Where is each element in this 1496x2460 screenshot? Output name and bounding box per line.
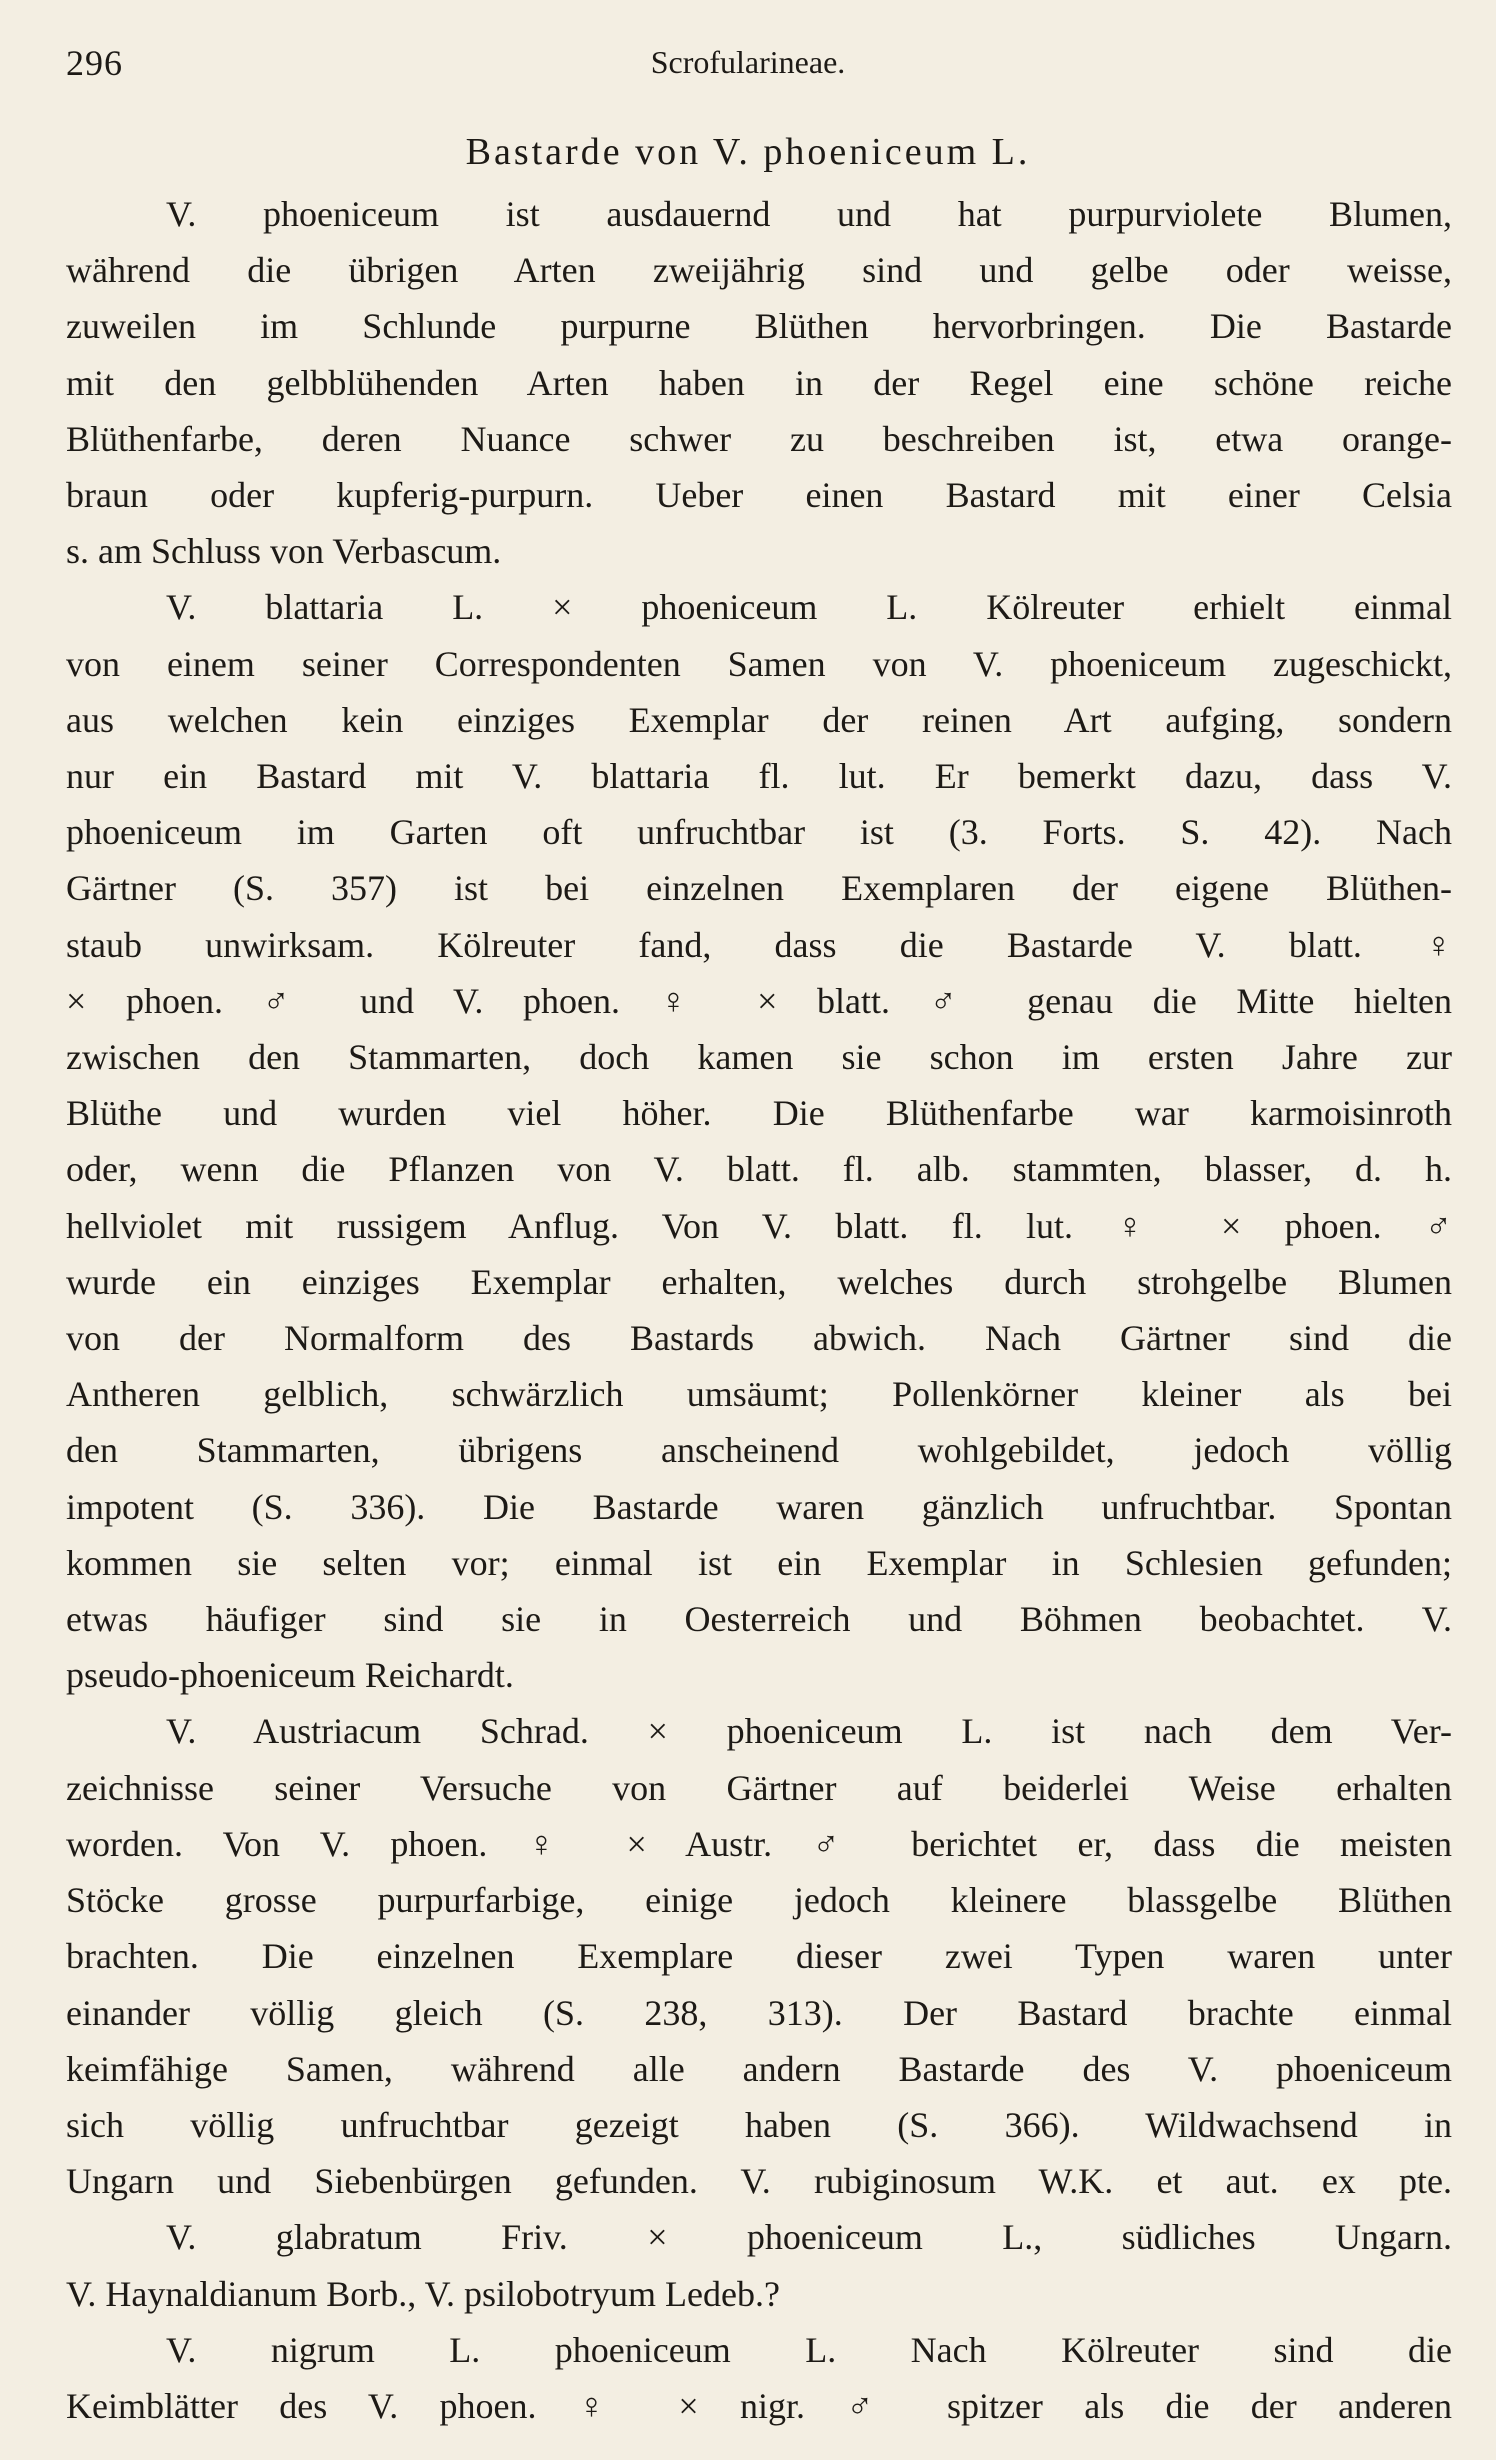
text-line: den Stammarten, übrigens anscheinend wohlgebildet, jedoch völlig bbox=[66, 1430, 1452, 1471]
text-line: Ungarn und Siebenbürgen gefunden. V. rubiginosum W.K. et aut. ex pte. bbox=[66, 2161, 1452, 2202]
text-line: phoeniceum im Garten oft unfruchtbar ist (3. Forts. S. 42). Nach bbox=[66, 812, 1452, 853]
text-line: hellviolet mit russigem Anflug. Von V. blatt. fl. lut. ♀ × phoen. ♂ bbox=[66, 1205, 1452, 1246]
text-line: sich völlig unfruchtbar gezeigt haben (S. 366). Wildwachsend in bbox=[66, 2104, 1452, 2145]
text-line: oder, wenn die Pflanzen von V. blatt. fl. alb. stammten, blasser, d. h. bbox=[66, 1149, 1452, 1190]
text-line: V. glabratum Friv. × phoeniceum L., südliches Ungarn. bbox=[166, 2217, 1452, 2258]
text-line: impotent (S. 336). Die Bastarde waren gänzlich unfruchtbar. Spontan bbox=[66, 1486, 1452, 1527]
text-line: Gärtner (S. 357) ist bei einzelnen Exemplaren der eigene Blüthen- bbox=[66, 868, 1452, 909]
text-line: brachten. Die einzelnen Exemplare dieser zwei Typen waren unter bbox=[66, 1936, 1452, 1977]
text-line: Blüthenfarbe, deren Nuance schwer zu beschreiben ist, etwa orange- bbox=[66, 418, 1452, 459]
text-line: V. Austriacum Schrad. × phoeniceum L. ist nach dem Ver- bbox=[166, 1711, 1452, 1752]
text-line: zwischen den Stammarten, doch kamen sie schon im ersten Jahre zur bbox=[66, 1037, 1452, 1078]
text-line: worden. Von V. phoen. ♀ × Austr. ♂ berichtet er, dass die meisten bbox=[66, 1823, 1452, 1864]
text-line: von der Normalform des Bastards abwich. Nach Gärtner sind die bbox=[66, 1318, 1452, 1359]
text-line: s. am Schluss von Verbascum. bbox=[66, 531, 502, 572]
section-title: Bastarde von V. phoeniceum L. bbox=[465, 131, 1031, 173]
text-line: aus welchen kein einziges Exemplar der reinen Art aufging, sondern bbox=[66, 699, 1452, 740]
text-line: nur ein Bastard mit V. blattaria fl. lut. Er bemerkt dazu, dass V. bbox=[66, 756, 1452, 797]
body-text bbox=[66, 186, 1452, 2434]
text-line: V. phoeniceum ist ausdauernd und hat purpurviolete Blumen, bbox=[166, 194, 1452, 234]
text-line: V. Haynaldianum Borb., V. psilobotryum Ledeb.? bbox=[66, 2273, 780, 2314]
text-line: kommen sie selten vor; einmal ist ein Exemplar in Schlesien gefunden; bbox=[66, 1542, 1452, 1583]
text-line: von einem seiner Correspondenten Samen von V. phoeniceum zugeschickt, bbox=[66, 643, 1452, 684]
text-line: braun oder kupferig-purpurn. Ueber einen Bastard mit einer Celsia bbox=[66, 475, 1452, 516]
page-number: 296 bbox=[66, 43, 123, 83]
text-line: zuweilen im Schlunde purpurne Blüthen hervorbringen. Die Bastarde bbox=[66, 306, 1452, 347]
text-line: mit den gelbblühenden Arten haben in der Regel eine schöne reiche bbox=[66, 362, 1452, 403]
running-head: Scrofularineae. bbox=[650, 44, 846, 80]
text-line: × phoen. ♂ und V. phoen. ♀ × blatt. ♂ genau die Mitte hielten bbox=[66, 980, 1452, 1021]
text-line: pseudo-phoeniceum Reichardt. bbox=[66, 1655, 514, 1696]
text-line: Blüthe und wurden viel höher. Die Blüthenfarbe war karmoisinroth bbox=[66, 1093, 1452, 1134]
text-line: während die übrigen Arten zweijährig sind und gelbe oder weisse, bbox=[66, 250, 1452, 291]
text-line: Antheren gelblich, schwärzlich umsäumt; Pollenkörner kleiner als bei bbox=[66, 1374, 1452, 1415]
text-line: Keimblätter des V. phoen. ♀ × nigr. ♂ spitzer als die der anderen bbox=[66, 2385, 1452, 2426]
text-line: einander völlig gleich (S. 238, 313). Der Bastard brachte einmal bbox=[66, 1992, 1452, 2033]
text-line: etwas häufiger sind sie in Oesterreich und Böhmen beobachtet. V. bbox=[66, 1599, 1452, 1640]
text-line: zeichnisse seiner Versuche von Gärtner auf beiderlei Weise erhalten bbox=[66, 1767, 1452, 1808]
text-line: wurde ein einziges Exemplar erhalten, welches durch strohgelbe Blumen bbox=[66, 1261, 1452, 1302]
page-header bbox=[66, 42, 1430, 92]
text-line: keimfähige Samen, während alle andern Bastarde des V. phoeniceum bbox=[66, 2048, 1452, 2089]
text-line: staub unwirksam. Kölreuter fand, dass die Bastarde V. blatt. ♀ bbox=[66, 924, 1452, 965]
text-line: Stöcke grosse purpurfarbige, einige jedoch kleinere blassgelbe Blüthen bbox=[66, 1880, 1452, 1921]
text-line: V. nigrum L. phoeniceum L. Nach Kölreuter sind die bbox=[166, 2329, 1452, 2370]
text-line: V. blattaria L. × phoeniceum L. Kölreuter erhielt einmal bbox=[166, 587, 1452, 628]
